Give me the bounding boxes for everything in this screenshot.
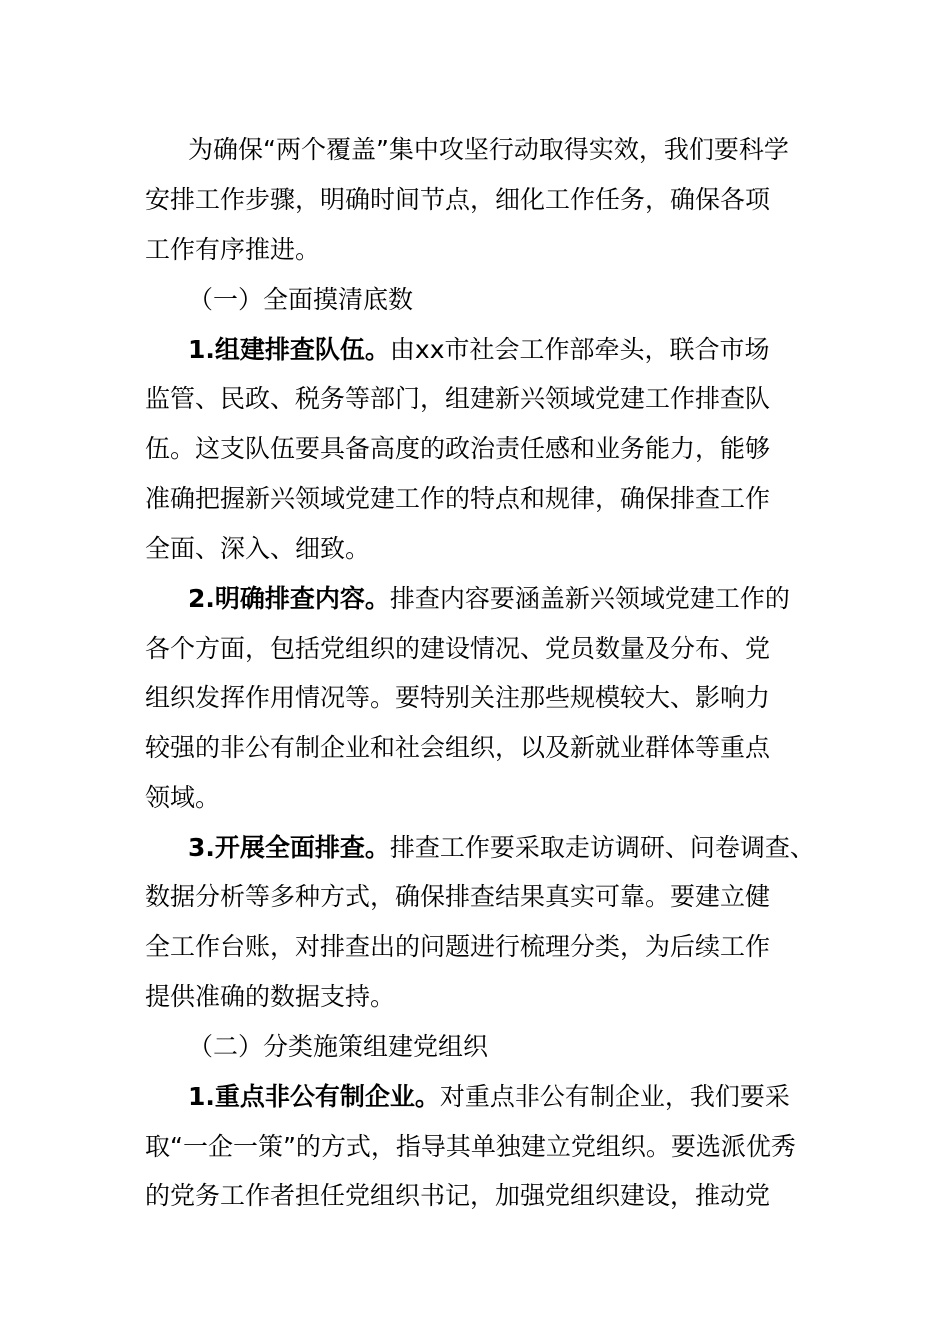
intro-line-2: 安排工作步骤，明确时间节点，细化工作任务，确保各项 xyxy=(145,185,771,214)
s1-item3-title: 3.开展全面排查。 xyxy=(188,833,390,862)
intro-line-1: 为确保“两个覆盖”集中攻坚行动取得实效，我们要科学 xyxy=(188,135,789,164)
section-1-heading: （一）全面摸清底数 xyxy=(188,285,414,314)
s1-item1-line-5: 全面、深入、细致。 xyxy=(145,534,371,563)
s1-item2-line-2: 各个方面，包括党组织的建设情况、党员数量及分布、党 xyxy=(145,634,771,663)
s1-item3-line-2: 数据分析等多种方式，确保排查结果真实可靠。要建立健 xyxy=(145,882,771,911)
s1-item3-line-4: 提供准确的数据支持。 xyxy=(145,982,396,1011)
s2-item1-first-rest: 对重点非公有制企业，我们要采 xyxy=(439,1082,790,1111)
s1-item2-line-3: 组织发挥作用情况等。要特别关注那些规模较大、影响力 xyxy=(145,683,771,712)
s1-item1-line-3: 伍。这支队伍要具备高度的政治责任感和业务能力，能够 xyxy=(145,434,771,463)
s1-item2-line-5: 领域。 xyxy=(145,783,221,812)
section-2-heading: （二）分类施策组建党组织 xyxy=(188,1032,489,1061)
s2-item1-title: 1.重点非公有制企业。 xyxy=(188,1082,440,1111)
s1-item2-line-1 xyxy=(188,582,790,616)
s1-item3-line-3: 全工作台账，对排查出的问题进行梳理分类，为后续工作 xyxy=(145,932,771,961)
s1-item3-line-1 xyxy=(188,831,815,865)
s1-item1-line-2: 监管、民政、税务等部门，组建新兴领域党建工作排查队 xyxy=(145,384,771,413)
s1-item1-first-rest: 由xx市社会工作部牵头，联合市场 xyxy=(389,335,770,364)
s1-item1-line-1 xyxy=(188,333,770,367)
s1-item2-first-rest: 排查内容要涵盖新兴领域党建工作的 xyxy=(389,584,790,613)
s1-item2-line-4: 较强的非公有制企业和社会组织，以及新就业群体等重点 xyxy=(145,733,771,762)
s2-item1-line-3: 的党务工作者担任党组织书记，加强党组织建设，推动党 xyxy=(145,1181,771,1210)
s1-item1-title: 1.组建排查队伍。 xyxy=(188,335,390,364)
s1-item2-title: 2.明确排查内容。 xyxy=(188,584,390,613)
intro-line-3: 工作有序推进。 xyxy=(145,235,321,264)
s1-item1-line-4: 准确把握新兴领域党建工作的特点和规律，确保排查工作 xyxy=(145,484,771,513)
s2-item1-line-2: 取“一企一策”的方式，指导其单独建立党组织。要选派优秀 xyxy=(145,1132,796,1161)
s2-item1-line-1 xyxy=(188,1080,790,1114)
s1-item3-first-rest: 排查工作要采取走访调研、问卷调查、 xyxy=(389,833,815,862)
